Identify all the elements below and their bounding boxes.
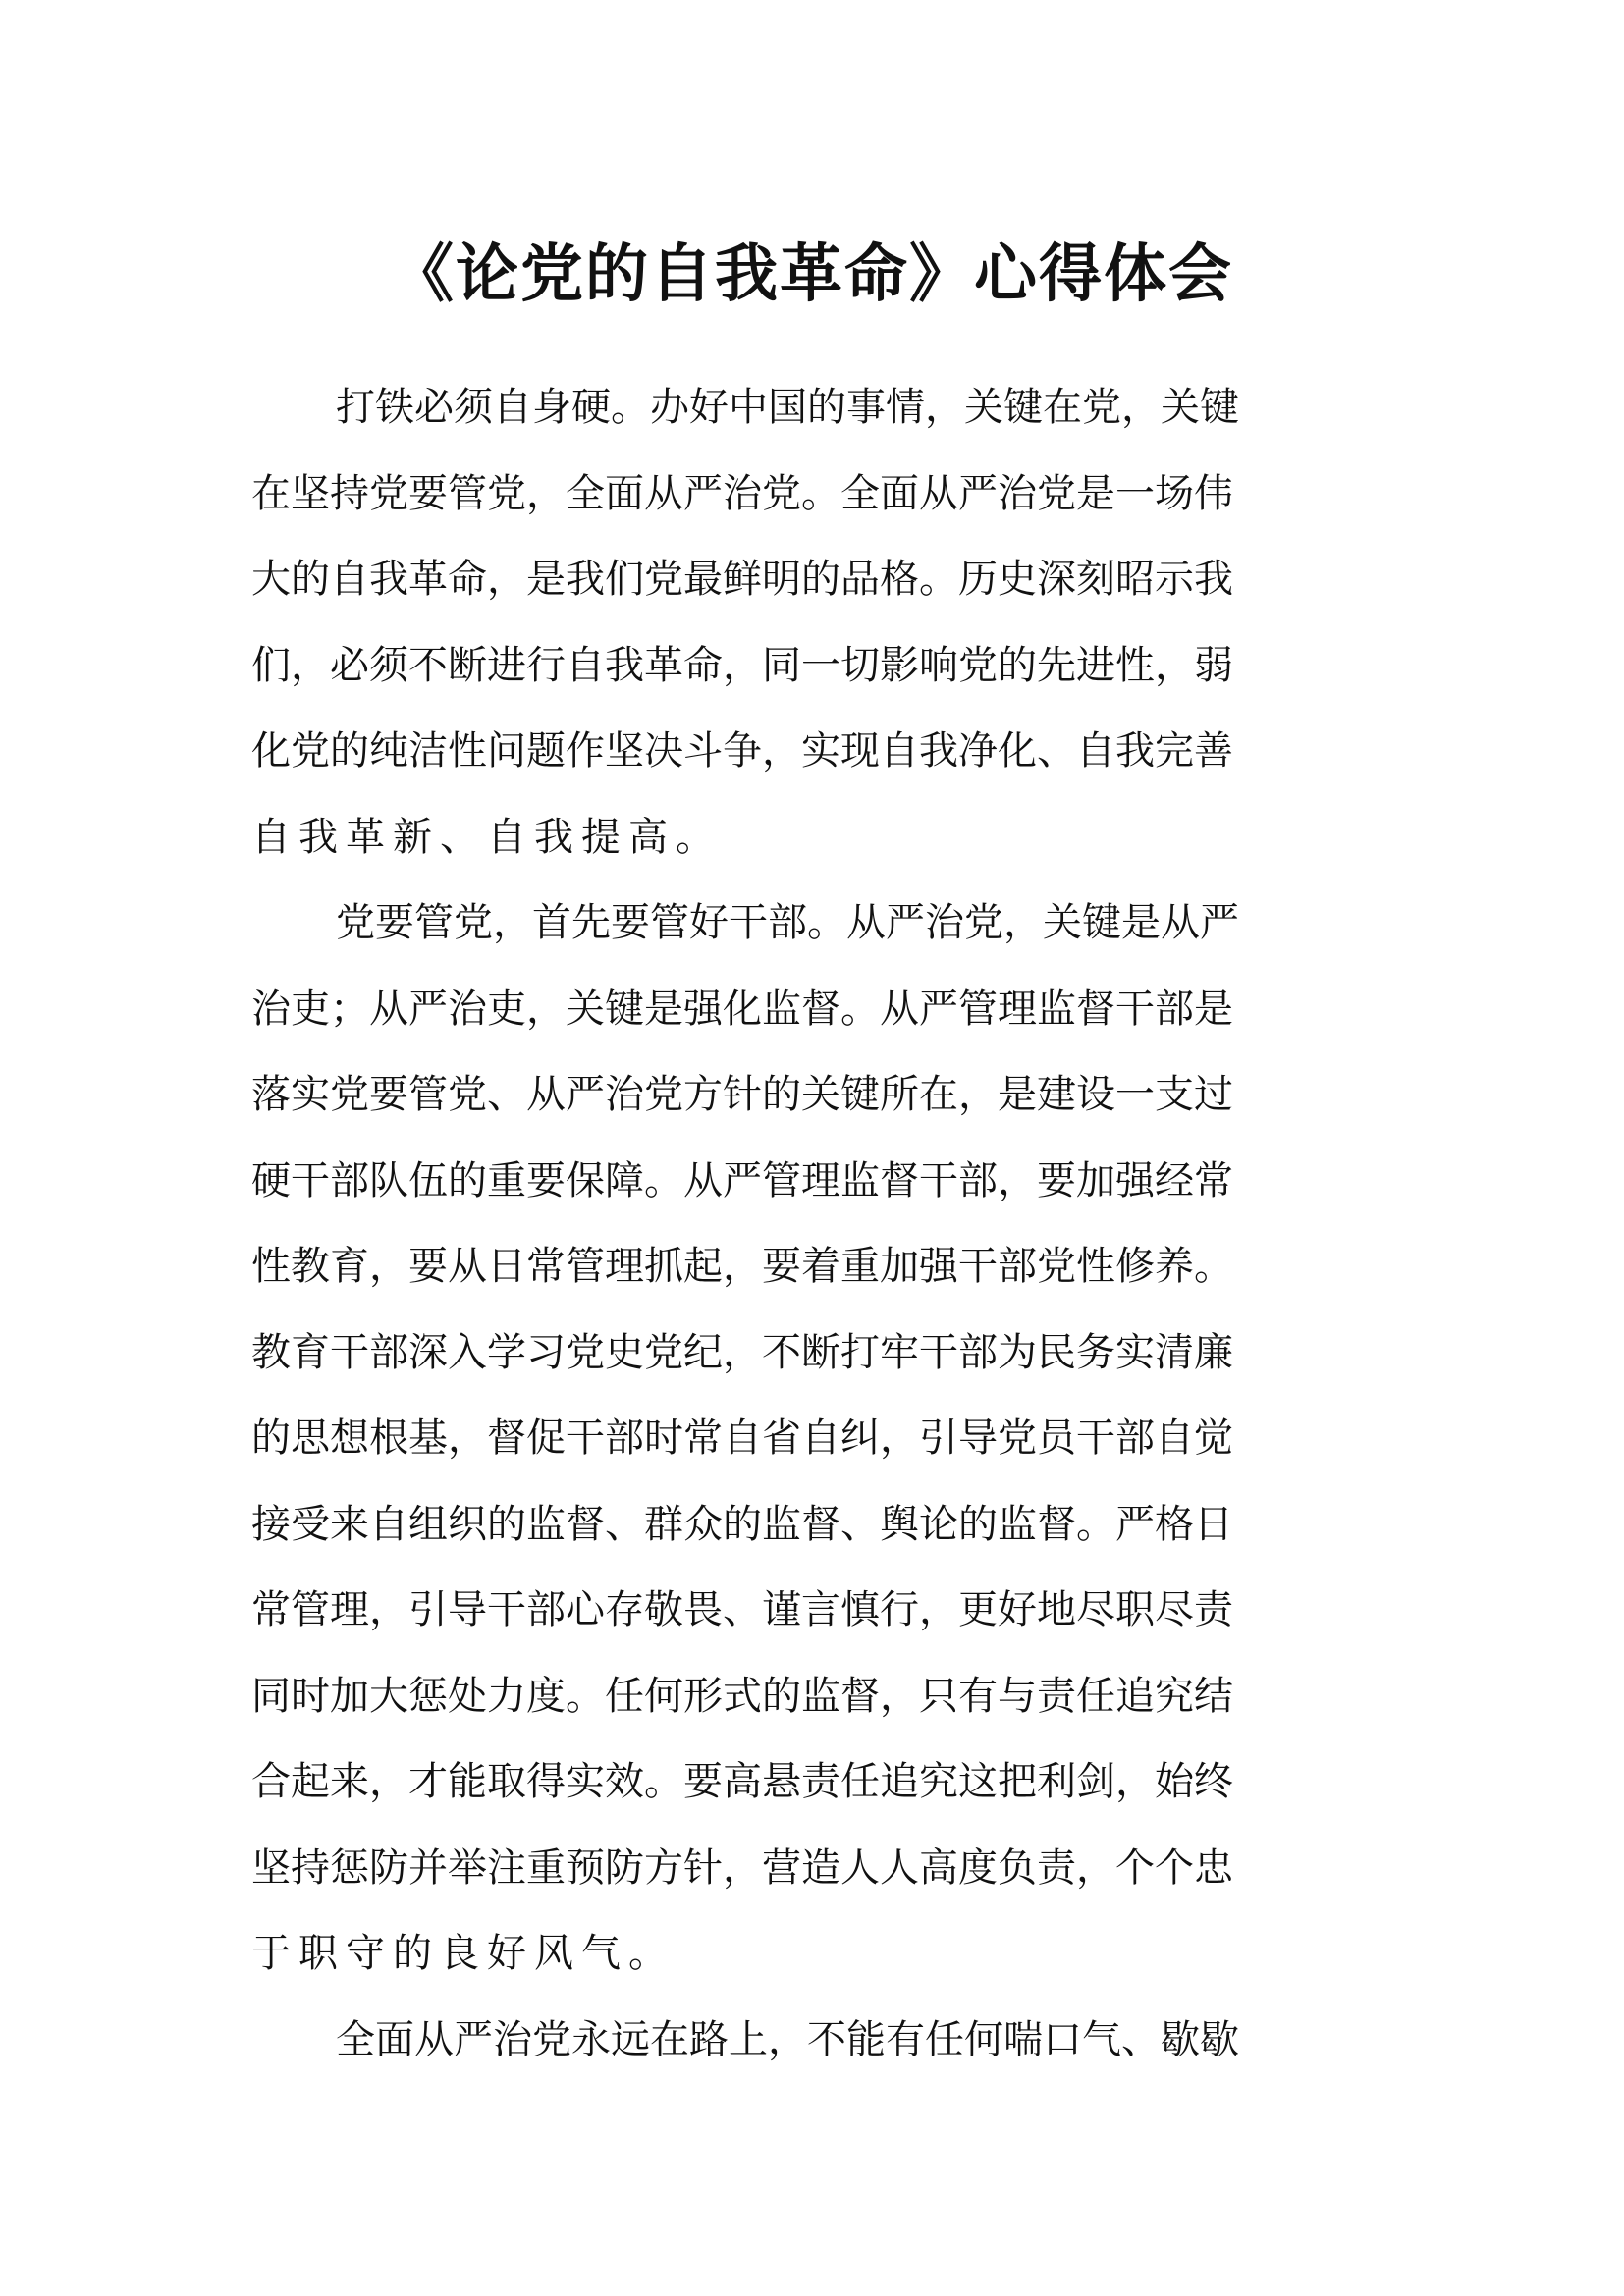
text-line: 硬干部队伍的重要保障。从严管理监督干部，要加强经常 <box>251 1157 1233 1203</box>
text-line: 同时加大惩处力度。任何形式的监督，只有与责任追究结 <box>251 1673 1233 1719</box>
text-line: 自我革新、自我提高。 <box>251 814 723 860</box>
text-line: 大的自我革命，是我们党最鲜明的品格。历史深刻昭示我 <box>251 557 1233 602</box>
text-line: 合起来，才能取得实效。要高悬责任追究这把利剑，始终 <box>251 1759 1233 1804</box>
text-line: 接受来自组织的监督、群众的监督、舆论的监督。严格日 <box>251 1501 1233 1547</box>
text-line: 化党的纯洁性问题作坚决斗争，实现自我净化、自我完善 <box>251 728 1233 774</box>
text-line: 性教育，要从日常管理抓起，要着重加强干部党性修养。 <box>251 1244 1233 1289</box>
text-line: 于职守的良好风气。 <box>251 1931 676 1976</box>
document-title: 《论党的自我革命》心得体会 <box>391 238 1233 311</box>
text-line: 在坚持党要管党，全面从严治党。全面从严治党是一场伟 <box>251 470 1233 516</box>
text-line: 全面从严治党永远在路上，不能有任何喘口气、歇歇 <box>336 2016 1239 2062</box>
text-line: 教育干部深入学习党史党纪，不断打牢干部为民务实清廉 <box>251 1329 1233 1375</box>
text-line: 落实党要管党、从严治党方针的关键所在，是建设一支过 <box>251 1072 1233 1117</box>
document-body <box>251 365 1384 2083</box>
text-line: 常管理，引导干部心存敬畏、谨言慎行，更好地尽职尽责 <box>251 1587 1233 1632</box>
text-line: 治吏；从严治吏，关键是强化监督。从严管理监督干部是 <box>251 986 1233 1032</box>
text-line: 坚持惩防并举注重预防方针，营造人人高度负责，个个忠 <box>251 1844 1233 1891</box>
text-line: 的思想根基，督促干部时常自省自纠，引导党员干部自觉 <box>251 1415 1233 1461</box>
text-line: 党要管党，首先要管好干部。从严治党，关键是从严 <box>336 900 1239 945</box>
text-line: 打铁必须自身硬。办好中国的事情，关键在党，关键 <box>336 385 1239 430</box>
text-line: 们，必须不断进行自我革命，同一切影响党的先进性，弱 <box>251 642 1233 688</box>
